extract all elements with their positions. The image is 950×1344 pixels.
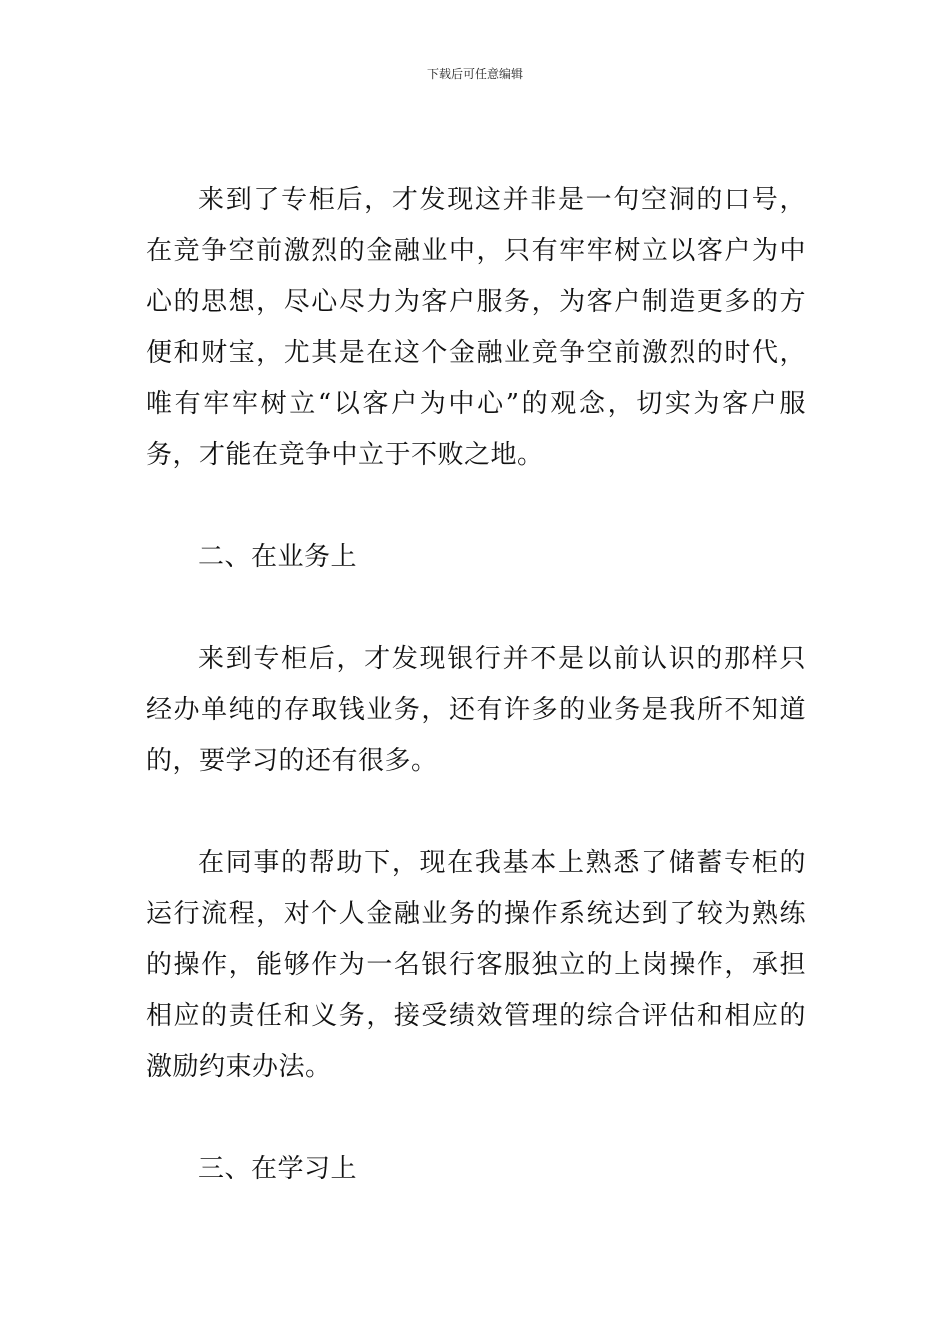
document-body — [146, 175, 806, 1195]
section-heading-study: 三、在学习上 — [198, 1154, 358, 1184]
paragraph-business-learning: 来到专柜后，才发现银行并不是以前认识的那样只经办单纯的存取钱业务，还有许多的业务是我所不知道的，要学习的还有很多。 — [146, 644, 806, 776]
section-heading-business: 二、在业务上 — [198, 542, 358, 572]
page-header: 下载后可任意编辑 — [426, 67, 523, 81]
paragraph-operations: 在同事的帮助下，现在我基本上熟悉了储蓄专柜的运行流程，对个人金融业务的操作系统达到了较为熟练的操作，能够作为一名银行客服独立的上岗操作，承担相应的责任和义务，接受绩效管理的综合评估和相应的激励约束办法。 — [146, 848, 806, 1082]
paragraph-customer-service: 来到了专柜后，才发现这并非是一句空洞的口号，在竞争空前激烈的金融业中，只有牢牢树立以客户为中心的思想，尽心尽力为客户服务，为客户制造更多的方便和财宝，尤其是在这个金融业竞争空前激烈的时代，唯有牢牢树立“以客户为中心”的观念，切实为客户服务，才能在竞争中立于不败之地。 — [146, 185, 806, 470]
